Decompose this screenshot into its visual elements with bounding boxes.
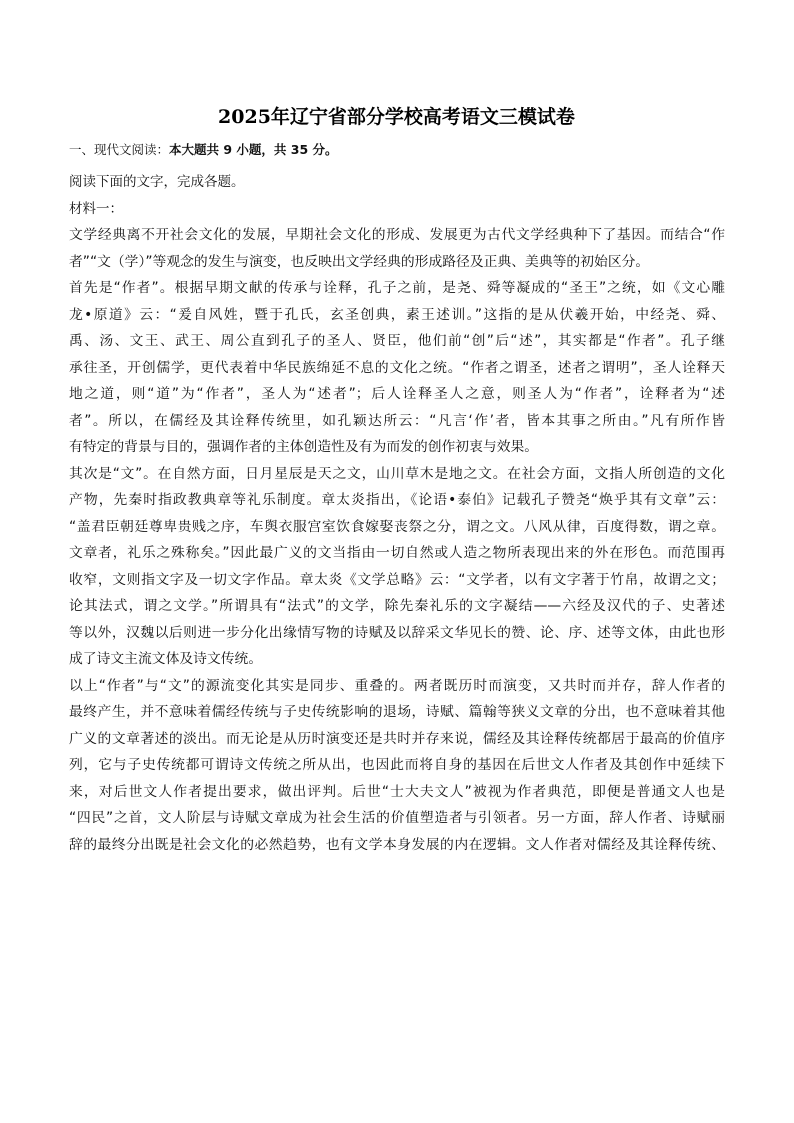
passage-line: “盖君臣朝廷尊卑贵贱之序，车舆衣服宫室饮食嫁娶丧祭之分，谓之文。八风从律，百度得数，谓之章。 <box>69 518 725 535</box>
passage-line: 龙•原道》云：“爰自风姓，暨于孔氏，玄圣创典，素王述训。”这指的是从伏羲开始，中经尧、舜、 <box>69 306 725 323</box>
section-heading-label: 一、现代文阅读： <box>69 142 170 157</box>
document-title: 2025年辽宁省部分学校高考语文三模试卷 <box>218 106 575 128</box>
passage-line: 有特定的背景与目的，强调作者的主体创造性及有为而发的创作初衷与效果。 <box>69 439 539 455</box>
passage-line: 最终产生，并不意味着儒经传统与子史传统影响的退场，诗赋、篇翰等狭义文章的分出，也不意味着其他 <box>69 704 725 720</box>
passage-line: 以上“作者”与“文”的源流变化其实是同步、重叠的。两者既历时而演变，又共时而并存，辞人作者的 <box>69 677 725 694</box>
passage-line: 文章者，礼乐之殊称矣。”因此最广义的文当指由一切自然或人造之物所表现出来的外在形色。而范围再 <box>69 545 725 561</box>
passage-line: 成了诗文主流文体及诗文传统。 <box>69 651 263 667</box>
passage-line: 承往圣，开创儒学，更代表着中华民族绵延不息的文化之统。“作者之谓圣，述者之谓明”，圣人诠释天 <box>69 359 725 376</box>
section-heading-info: 本大题共 9 小题，共 35 分。 <box>169 142 338 157</box>
section-heading <box>69 140 794 160</box>
passage-line: 文学经典离不开社会文化的发展，早期社会文化的形成、发展更为古代文学经典种下了基因。而结合“作 <box>69 227 725 243</box>
passage-line: 论其法式，谓之文学。”所谓具有“法式”的文学，除先秦礼乐的文字凝结——六经及汉代的子、史著述 <box>69 598 725 614</box>
passage-line: 其次是“文”。在自然方面，日月星辰是天之文，山川草木是地之文。在社会方面，文指人所创造的文化 <box>69 465 725 482</box>
passage-line: 产物，先秦时指政教典章等礼乐制度。章太炎指出，《论语•泰伯》记载孔子赞尧“焕乎其有文章”云： <box>69 492 725 508</box>
passage-line: 收窄，文则指文字及一切文字作品。章太炎《文学总略》云：“文学者，以有文字著于竹帛，故谓之文； <box>69 571 725 588</box>
passage-line: 首先是“作者”。根据早期文献的传承与诠释，孔子之前，是尧、舜等凝成的“圣王”之统，如《文心雕 <box>69 280 725 296</box>
passage-line: 地之道，则“道”为“作者”，圣人为“述者”；后人诠释圣人之意，则圣人为“作者”，诠释者为“述 <box>69 386 725 402</box>
passage-line: 等以外，汉魏以后则进一步分化出缘情写物的诗赋及以辞采文华见长的赞、论、序、述等文体，由此也形 <box>69 624 725 641</box>
passage-line: 者”“文（学）”等观念的发生与演变，也反映出文学经典的形成路径及正典、美典等的初始区分。 <box>69 253 650 270</box>
material-label: 材料一： <box>69 200 123 217</box>
passage-line: “四民”之首，文人阶层与诗赋文章成为社会生活的价值塑造者与引领者。另一方面，辞人作者、诗赋丽 <box>69 810 725 826</box>
passage-line: 者”。所以，在儒经及其诠释传统里，如孔颖达所云：“凡言‘作’者，皆本其事之所由。”凡有所作皆 <box>69 412 725 429</box>
passage-line: 广义的文章著述的淡出。而无论是从历时演变还是共时并存来说，儒经及其诠释传统都居于最高的价值序 <box>69 730 725 747</box>
passage-line: 来，对后世文人作者提出要求，做出评判。后世“士大夫文人”被视为作者典范，即便是普通文人也是 <box>69 783 725 800</box>
passage-body <box>69 222 794 858</box>
reading-instruction: 阅读下面的文字，完成各题。 <box>69 174 245 190</box>
passage-line: 列，它与子史传统都可谓诗文传统之所从出，也因此而将自身的基因在后世文人作者及其创作中延续下 <box>69 757 725 773</box>
passage-line: 辞的最终分出既是社会文化的必然趋势，也有文学本身发展的内在逻辑。文人作者对儒经及其诠释传统、 <box>69 836 725 853</box>
passage-line: 禹、汤、文王、武王、周公直到孔子的圣人、贤臣，他们前“创”后“述”，其实都是“作者”。孔子继 <box>69 333 725 349</box>
